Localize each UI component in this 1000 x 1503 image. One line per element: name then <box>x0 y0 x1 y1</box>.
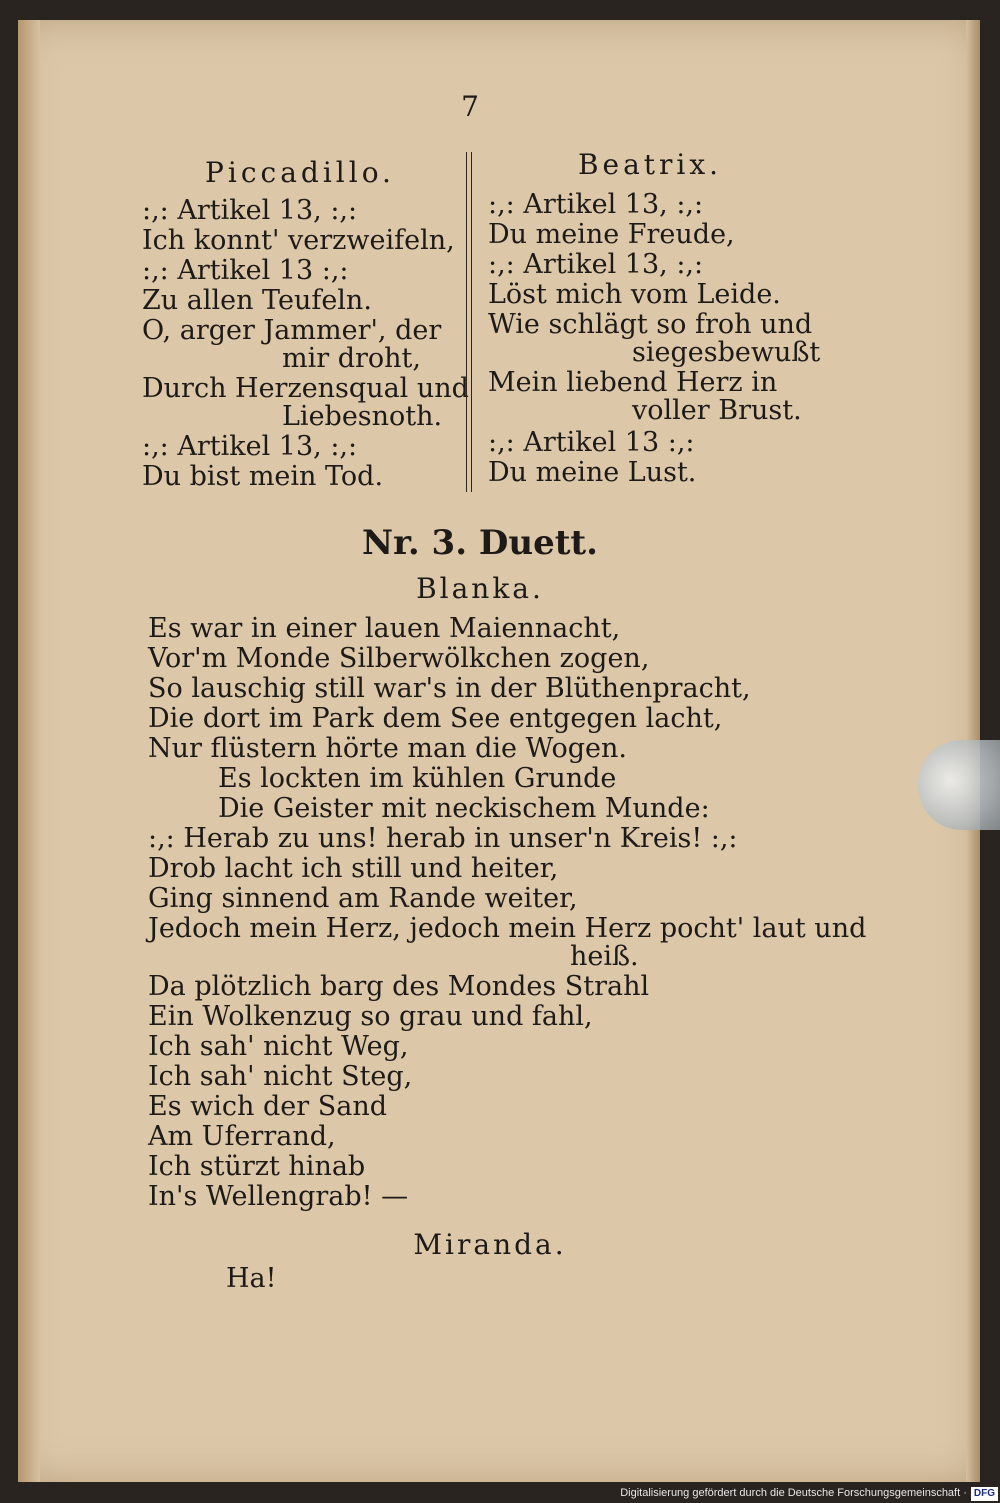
duet-reply: Ha! <box>226 1263 277 1294</box>
digitization-footer <box>600 1484 998 1503</box>
right-line: :,: Artikel 13, :,: <box>488 249 704 280</box>
right-line: Du meine Lust. <box>488 457 697 488</box>
left-line: Durch Herzensqual und <box>142 373 469 404</box>
duet-line: In's Wellengrab! — <box>148 1181 409 1212</box>
left-line: Ich konnt' verzweifeln, <box>142 225 455 256</box>
page-number: 7 <box>461 90 479 123</box>
left-line: Zu allen Teufeln. <box>142 285 372 316</box>
left-line: mir droht, <box>282 343 421 374</box>
right-line: Mein liebend Herz in <box>488 367 778 398</box>
section-title: Nr. 3. Duett. <box>362 523 598 563</box>
left-line: Du bist mein Tod. <box>142 461 384 492</box>
duet-line: Drob lacht ich still und heiter, <box>148 853 559 884</box>
duet-line: Ich stürzt hinab <box>148 1151 366 1182</box>
duet-line: Es wich der Sand <box>148 1091 388 1122</box>
duet-line: Die Geister mit neckischem Munde: <box>218 793 710 824</box>
duet-line: :,: Herab zu uns! herab in unser'n Kreis! :,: <box>148 823 738 854</box>
duet-line: Ich sah' nicht Steg, <box>148 1061 413 1092</box>
right-line: Wie schlägt so froh und <box>488 309 813 340</box>
duet-line: Ging sinnend am Rande weiter, <box>148 883 578 914</box>
duet-line: Die dort im Park dem See entgegen lacht, <box>148 703 723 734</box>
duet-line: So lauschig still war's in der Blüthenpracht, <box>148 673 751 704</box>
footer-text: Digitalisierung gefördert durch die Deutsche Forschungsgemeinschaft · <box>620 1487 967 1499</box>
duet-line: Ich sah' nicht Weg, <box>148 1031 409 1062</box>
dfg-logo: DFG <box>971 1487 998 1501</box>
speaker-name: Blanka. <box>416 572 544 605</box>
page-clip <box>918 740 1000 830</box>
right-line: :,: Artikel 13 :,: <box>488 427 695 458</box>
right-line: voller Brust. <box>632 395 802 426</box>
duet-line: Es war in einer lauen Maiennacht, <box>148 613 621 644</box>
column-divider <box>466 152 472 492</box>
left-line: :,: Artikel 13, :,: <box>142 195 358 226</box>
right-line: Löst mich vom Leide. <box>488 279 781 310</box>
right-line: siegesbewußt <box>632 337 821 368</box>
right-line: :,: Artikel 13, :,: <box>488 189 704 220</box>
left-line: :,: Artikel 13 :,: <box>142 255 349 286</box>
duet-line: heiß. <box>570 941 639 972</box>
duet-line: Am Uferrand, <box>148 1121 336 1152</box>
duet-line: Da plötzlich barg des Mondes Strahl <box>148 971 650 1002</box>
right-line: Du meine Freude, <box>488 219 735 250</box>
left-column-heading: Piccadillo. <box>205 156 395 189</box>
left-line: Liebesnoth. <box>282 401 443 432</box>
duet-line: Es lockten im kühlen Grunde <box>218 763 617 794</box>
left-line: O, arger Jammer', der <box>142 315 442 346</box>
duet-line: Ein Wolkenzug so grau und fahl, <box>148 1001 593 1032</box>
speaker-name: Miranda. <box>413 1228 567 1261</box>
duet-line: Vor'm Monde Silberwölkchen zogen, <box>148 643 650 674</box>
duet-line: Nur flüstern hörte man die Wogen. <box>148 733 627 764</box>
left-line: :,: Artikel 13, :,: <box>142 431 358 462</box>
page-left-edge <box>18 20 40 1482</box>
duet-line: Jedoch mein Herz, jedoch mein Herz pocht' laut und <box>148 913 867 944</box>
right-column-heading: Beatrix. <box>577 148 723 181</box>
